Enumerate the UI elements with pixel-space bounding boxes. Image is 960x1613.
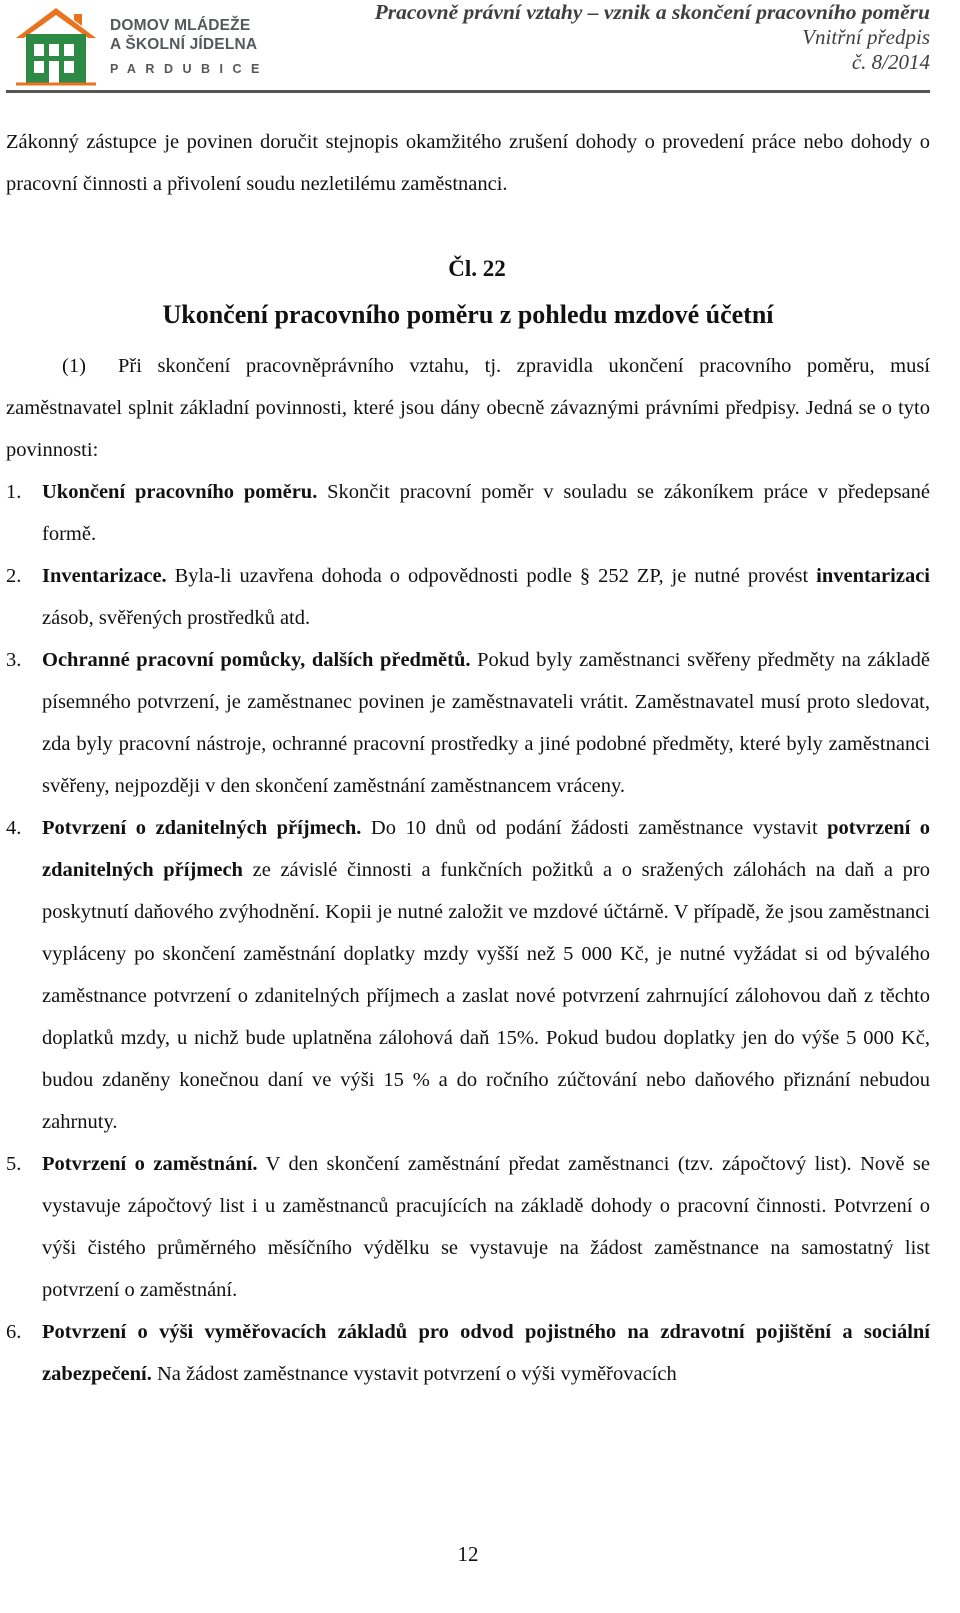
paragraph-text: Při skončení pracovněprávního vztahu, tj. zpravidla ukončení pracovního poměru, musí zaměstnavatel splnit základní povinnosti, které jsou dány obecně závaznými právními předpisy. Jedná se o tyto povinnosti: (6, 355, 930, 461)
list-item (6, 639, 930, 807)
paragraph-number: (1) (62, 355, 86, 377)
list-item-emphasis: inventarizaci (816, 565, 930, 587)
list-item (6, 807, 930, 1143)
list-item-number: 5. (6, 1153, 22, 1175)
list-item-text-continued: zásob, svěřených prostředků atd. (42, 607, 311, 629)
list-item-title: Potvrzení o výši vyměřovacích základů pro odvod pojistného na zdravotní pojištění a sociální zabezpečení. (42, 1321, 930, 1385)
chapter-number: Čl. 22 (448, 256, 506, 281)
intro-paragraph: Zákonný zástupce je povinen doručit stejnopis okamžitého zrušení dohody o provedení práce nebo dohody o pracovní činnosti a přivolení soudu nezletilému zaměstnanci. (6, 131, 930, 195)
list-item-number: 6. (6, 1321, 22, 1343)
list-item-title: Inventarizace. (42, 565, 167, 587)
list-item-emphasis: potvrzení o zdanitelných příjmech (42, 817, 931, 881)
organization-name (110, 16, 269, 76)
document-header (0, 0, 960, 98)
page-number: 12 (457, 1542, 479, 1566)
list-item-title: Potvrzení o zaměstnání. (42, 1153, 258, 1175)
list-item-text: Byla-li uzavřena dohoda o odpovědnosti podle § 252 ZP, je nutné provést (166, 565, 817, 587)
list-item-text: V den skončení zaměstnání předat zaměstnanci (tzv. zápočtový list). Nově se vystavuje zápočtový list i u zaměstnanců pracujících na základě dohody o pracovní činnosti. Potvrzení o výši čistého průměrného měsíčního výdělku se vystavuje na žádost zaměstnance na samostatný list potvrzení o zaměstnání. (42, 1153, 930, 1301)
list-item-number: 3. (6, 649, 22, 671)
list-item (6, 471, 930, 555)
chapter-title: Ukončení pracovního poměru z pohledu mzdové účetní (162, 300, 774, 329)
document-title: Pracovně právní vztahy – vznik a skončení pracovního poměru (374, 0, 930, 24)
list-item-title: Potvrzení o zdanitelných příjmech. (42, 817, 362, 839)
document-number: č. 8/2014 (851, 50, 930, 74)
list-item-title: Ochranné pracovní pomůcky, dalších předmětů. (42, 649, 471, 671)
org-name-line1: DOMOV MLÁDEŽE (110, 17, 251, 34)
list-item (6, 1143, 930, 1311)
paragraph-1 (6, 345, 930, 471)
org-name-line2: A ŠKOLNÍ JÍDELNA (110, 36, 258, 53)
list-item-number: 4. (6, 817, 22, 839)
list-item (6, 555, 930, 639)
org-city: PARDUBICE (110, 62, 269, 76)
obligations-list (6, 471, 930, 1395)
list-item-text: Na žádost zaměstnance vystavit potvrzení o výši vyměřovacích (151, 1363, 677, 1385)
list-item-text: Pokud byly zaměstnanci svěřeny předměty na základě písemného potvrzení, je zaměstnanec povinen je zaměstnavateli vrátit. Zaměstnavatel musí proto sledovat, zda byly pracovní nástroje, ochranné pracovní prostředky a jiné podobné předměty, které byly zaměstnanci svěřeny, nejpozději v den skončení zaměstnání zaměstnancem vráceny. (42, 649, 931, 797)
list-item (6, 1311, 930, 1395)
list-item-title: Ukončení pracovního poměru. (42, 481, 318, 503)
list-item-text: Skončit pracovní poměr v souladu se zákoníkem práce v předepsané formě. (42, 481, 931, 545)
list-item-text-continued: ze závislé činnosti a funkčních požitků a o sražených zálohách na daň a pro poskytnutí daňového zvýhodnění. Kopii je nutné založit ve mzdové účtárně. V případě, že jsou zaměstnanci vypláceny po skončení zaměstnání doplatky mzdy vyšší než 5 000 Kč, je nutné vyžádat si od bývalého zaměstnance potvrzení o zdanitelných příjmech a zaslat nové potvrzení zahrnující zálohovou daň z těchto doplatků mzdy, u nichž bude uplatněna zálohová daň 15%. Pokud budou doplatky jen do výše 5 000 Kč, budou zdaněny konečnou daní ve výši 15 % a do ročního zúčtování nebo daňového přiznání nebudou zahrnuty. (42, 859, 930, 1133)
header-divider (6, 90, 930, 93)
document-body (6, 121, 930, 1395)
list-item-number: 2. (6, 565, 22, 587)
document-type: Vnitřní předpis (802, 25, 930, 49)
house-logo-icon (12, 4, 98, 86)
list-item-number: 1. (6, 481, 22, 503)
list-item-text: Do 10 dnů od podání žádosti zaměstnance vystavit (361, 817, 828, 839)
document-info (375, 0, 930, 75)
